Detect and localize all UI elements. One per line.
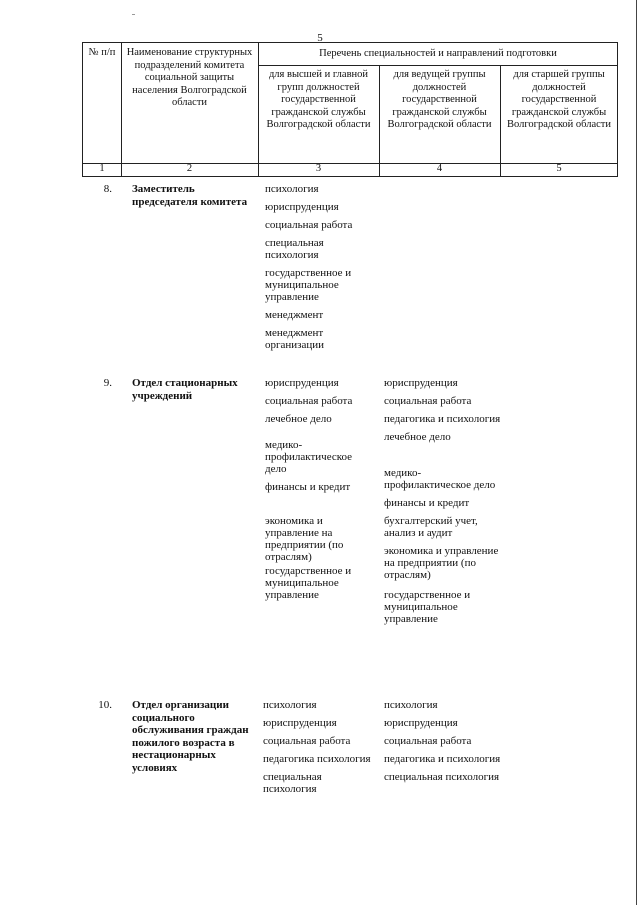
row-col3: [263, 699, 373, 801]
list-item: лечебное дело: [384, 431, 451, 443]
list-item: финансы и кредит: [265, 481, 351, 493]
list-item: социальная работа: [263, 735, 351, 747]
header-lead-group: для ведущей группы должностей государственной гражданской службы Волгоградской области: [387, 69, 492, 130]
list-item: педагогика психология: [263, 753, 371, 765]
colnum-1: 1: [99, 163, 105, 174]
row-col4: [384, 377, 502, 631]
list-item: юриспруденция: [384, 377, 458, 389]
header-list: Перечень специальностей и направлений подготовки: [319, 48, 557, 59]
list-item: менеджмент организации: [265, 327, 325, 351]
colnum-5: 5: [556, 163, 562, 174]
list-item: социальная работа: [265, 219, 353, 231]
list-item: юриспруденция: [384, 717, 458, 729]
list-item: юриспруденция: [265, 201, 339, 213]
row-number: 10.: [98, 699, 112, 711]
list-item: медико-профилактическое дело: [384, 467, 496, 491]
list-item: экономика и управление на предприятии (по отраслям): [384, 545, 499, 581]
row-number: 8.: [103, 183, 112, 195]
list-item: педагогика и психология: [384, 413, 501, 425]
page-number: 5: [317, 32, 323, 44]
page-edge: [636, 0, 637, 905]
header-high-group: для высшей и главной групп должностей государственной гражданской службы Волгоградской области: [266, 69, 371, 130]
list-item: специальная психология: [384, 771, 500, 783]
list-item: государственное и муниципальное управление: [265, 267, 352, 303]
row-col3: [265, 183, 375, 357]
row-col4: [384, 699, 502, 789]
row-col3: [265, 377, 375, 607]
row-department: Заместитель председателя комитета: [132, 183, 248, 208]
list-item: специальная психология: [265, 237, 324, 261]
list-item: социальная работа: [384, 395, 472, 407]
header-senior-group: для старшей группы должностей государственной гражданской службы Волгоградской области: [506, 69, 612, 130]
list-item: лечебное дело: [265, 413, 332, 425]
list-item: экономика и управление на предприятии (по отраслям): [265, 515, 344, 563]
list-item: государственное и муниципальное управление: [265, 565, 352, 601]
colnum-4: 4: [436, 163, 443, 174]
list-item: педагогика и психология: [384, 753, 501, 765]
colnum-2: 2: [186, 163, 193, 174]
list-item: юриспруденция: [263, 717, 337, 729]
list-item: социальная работа: [265, 395, 353, 407]
colnum-3: 3: [315, 163, 322, 174]
header-name: Наименование структурных подразделений комитета социальной защиты населения Волгоградской области: [126, 47, 253, 108]
list-item: менеджмент: [265, 309, 324, 321]
list-item: медико-профилактическое дело: [265, 439, 353, 475]
list-item: психология: [265, 183, 319, 195]
list-item: психология: [263, 699, 317, 711]
header-num: № п/п: [88, 47, 116, 58]
table-header: [82, 42, 618, 177]
row-department: Отдел организации социального обслуживания граждан пожилого возраста в нестационарных условиях: [132, 699, 249, 774]
list-item: психология: [384, 699, 438, 711]
row-department: Отдел стационарных учреждений: [132, 377, 238, 402]
list-item: бухгалтерский учет, анализ и аудит: [384, 515, 478, 539]
list-item: специальная психология: [263, 771, 322, 795]
row-number: 9.: [103, 377, 112, 389]
list-item: государственное и муниципальное управление: [384, 589, 471, 625]
scan-speck: [132, 14, 135, 15]
list-item: социальная работа: [384, 735, 472, 747]
list-item: финансы и кредит: [384, 497, 470, 509]
list-item: юриспруденция: [265, 377, 339, 389]
